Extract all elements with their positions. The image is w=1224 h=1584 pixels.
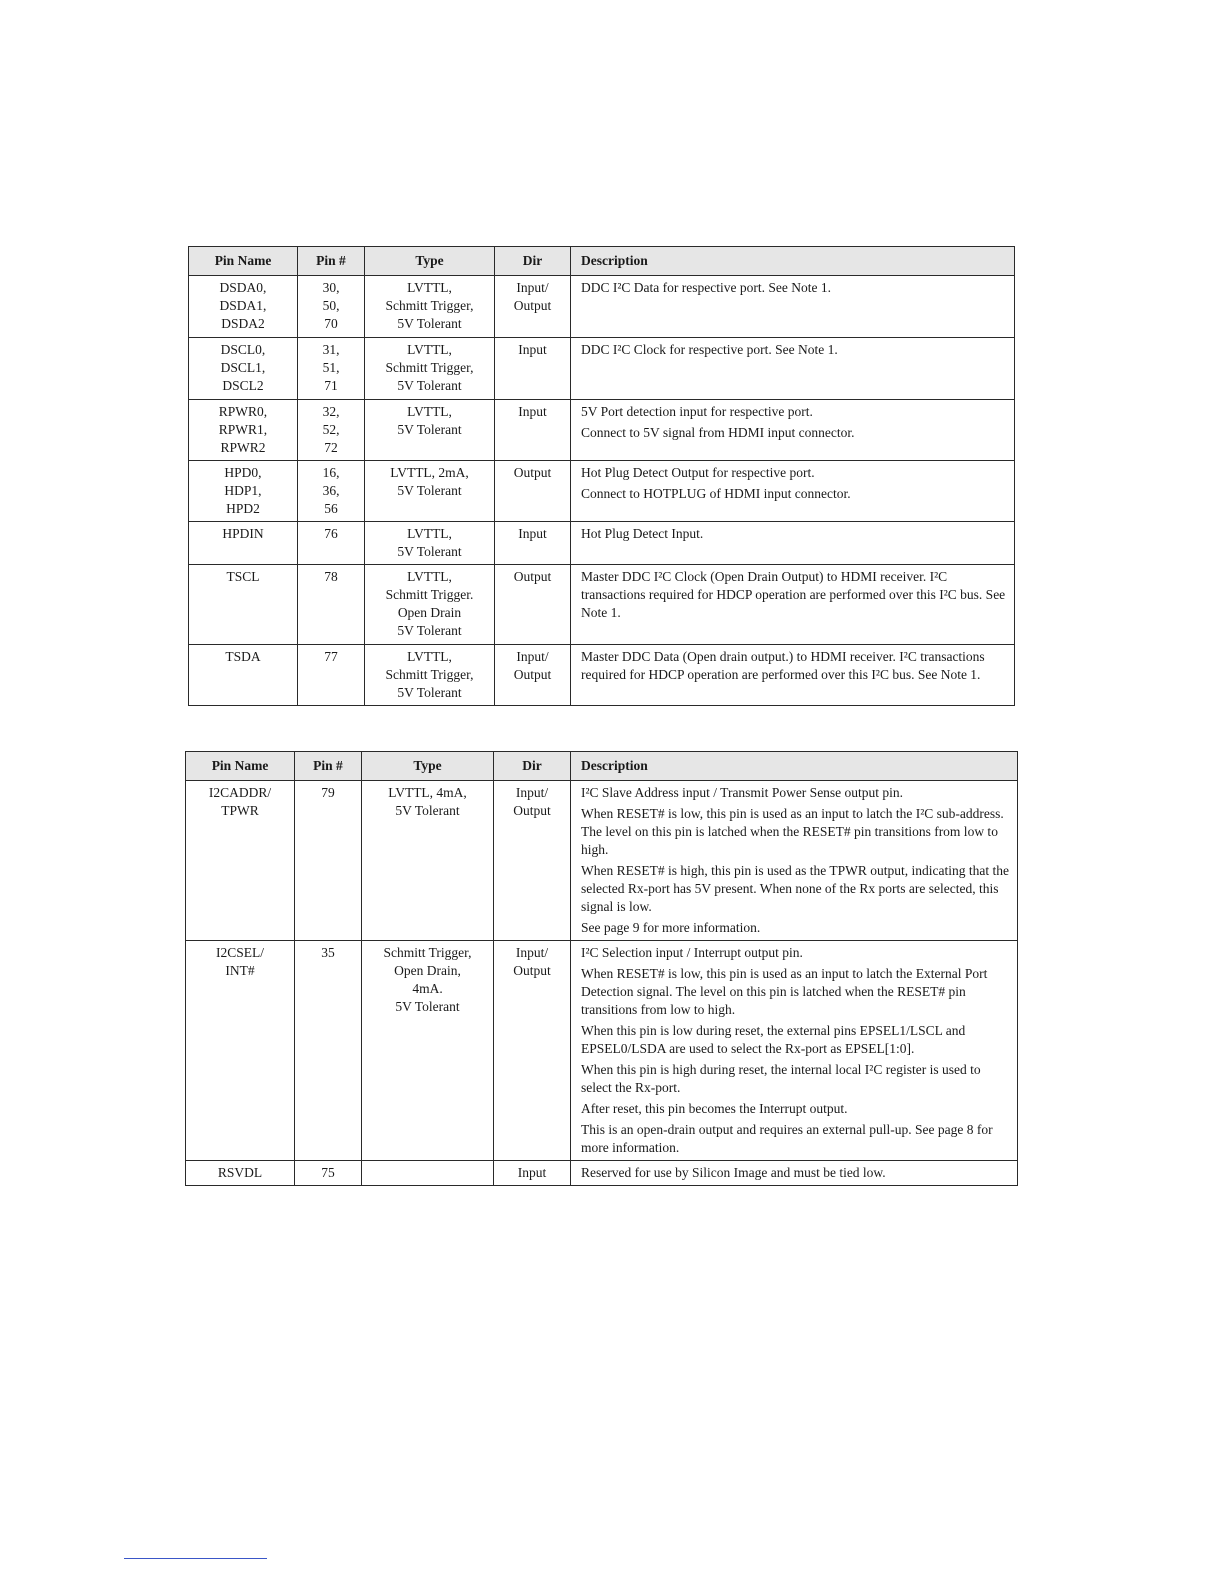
cell-line: DSCL1,	[220, 360, 266, 375]
description-paragraph: When RESET# is high, this pin is used as the TPWR output, indicating that the selected Rx-port has 5V present. When none of the Rx ports are selected, this signal is low.	[581, 863, 1009, 914]
description-paragraph: See page 9 for more information.	[581, 920, 761, 935]
pin-number-cell	[298, 461, 365, 522]
pin-number-cell	[298, 645, 365, 706]
table-row	[189, 461, 1015, 522]
header-dir: Dir	[494, 752, 571, 781]
cell-line: Schmitt Trigger,	[385, 360, 474, 375]
pin-name-cell	[189, 338, 298, 400]
pin-description-cell	[571, 522, 1015, 565]
header-type: Type	[362, 752, 494, 781]
cell-line: Schmitt Trigger,	[383, 945, 472, 960]
pin-table-2	[185, 751, 1018, 1186]
cell-line: 30,	[322, 280, 340, 295]
pin-name-cell	[186, 1161, 295, 1186]
cell-line: 5V Tolerant	[397, 316, 462, 331]
cell-line: LVTTL,	[407, 280, 452, 295]
cell-line: 79	[321, 785, 335, 800]
cell-line: TPWR	[221, 803, 259, 818]
pin-type-cell	[365, 565, 495, 645]
cell-line: DSCL2	[222, 378, 264, 393]
cell-line: HDP1,	[224, 483, 262, 498]
description-paragraph: Master DDC I²C Clock (Open Drain Output) to HDMI receiver. I²C transactions required for HDCP operation are performed over this I²C bus. See Note 1.	[581, 569, 1006, 620]
header-pin-num: Pin #	[295, 752, 362, 781]
description-paragraph: Connect to 5V signal from HDMI input connector.	[581, 425, 855, 440]
pin-name-cell	[186, 781, 295, 941]
pin-description-cell	[571, 400, 1015, 461]
pin-type-cell	[365, 645, 495, 706]
pin-description-cell	[571, 941, 1018, 1161]
cell-line: HPD2	[226, 501, 260, 516]
cell-line: 32,	[322, 404, 340, 419]
table-row	[189, 645, 1015, 706]
cell-line: Input	[517, 1165, 547, 1180]
cell-line: 35	[321, 945, 335, 960]
pin-description-cell	[571, 461, 1015, 522]
header-description: Description	[571, 752, 1018, 781]
pin-dir-cell	[494, 1161, 571, 1186]
pin-dir-cell	[495, 338, 571, 400]
pin-description-cell	[571, 781, 1018, 941]
cell-line: RPWR2	[220, 440, 266, 455]
pin-type-cell	[362, 941, 494, 1161]
cell-line: Output	[513, 465, 552, 480]
description-paragraph: When RESET# is low, this pin is used as an input to latch the External Port Detection signal. The level on this pin is latched when the RESET# pin transitions from low to high.	[581, 966, 988, 1017]
pin-description-cell	[571, 565, 1015, 645]
description-paragraph: I²C Slave Address input / Transmit Power Sense output pin.	[581, 785, 904, 800]
cell-line: 4mA.	[412, 981, 443, 996]
footnote-rule	[124, 1558, 267, 1559]
pin-number-cell	[298, 400, 365, 461]
cell-line: 56	[324, 501, 338, 516]
cell-line: DSCL0,	[220, 342, 266, 357]
cell-line: TSDA	[225, 649, 261, 664]
pin-type-cell	[365, 461, 495, 522]
pin-type-cell	[365, 522, 495, 565]
description-paragraph: Hot Plug Detect Input.	[581, 526, 704, 541]
table-row	[186, 1161, 1018, 1186]
table-row	[189, 400, 1015, 461]
cell-line: LVTTL, 2mA,	[390, 465, 469, 480]
cell-line: Output	[513, 569, 552, 584]
cell-line: LVTTL,	[407, 404, 452, 419]
cell-line: 31,	[322, 342, 340, 357]
pin-name-cell	[189, 565, 298, 645]
cell-line: LVTTL,	[407, 342, 452, 357]
cell-line: 71	[324, 378, 338, 393]
description-paragraph: Connect to HOTPLUG of HDMI input connector.	[581, 486, 851, 501]
cell-line: Output	[513, 298, 552, 313]
pin-dir-cell	[495, 400, 571, 461]
description-paragraph: DDC I²C Clock for respective port. See Note 1.	[581, 342, 838, 357]
cell-line: 72	[324, 440, 338, 455]
description-paragraph: 5V Port detection input for respective port.	[581, 404, 813, 419]
pin-type-cell	[365, 338, 495, 400]
cell-line: Input/	[515, 785, 549, 800]
pin-dir-cell	[495, 276, 571, 338]
cell-line: 36,	[322, 483, 340, 498]
table-row	[186, 781, 1018, 941]
cell-line: Schmitt Trigger,	[385, 667, 474, 682]
pin-number-cell	[298, 565, 365, 645]
description-paragraph: DDC I²C Data for respective port. See Note 1.	[581, 280, 831, 295]
description-paragraph: I²C Selection input / Interrupt output pin.	[581, 945, 803, 960]
pin-type-cell	[362, 1161, 494, 1186]
cell-line: INT#	[225, 963, 255, 978]
pin-name-cell	[189, 645, 298, 706]
description-paragraph: This is an open-drain output and requires an external pull-up. See page 8 for more information.	[581, 1122, 993, 1155]
cell-line: 52,	[322, 422, 340, 437]
cell-line: Open Drain,	[394, 963, 461, 978]
cell-line: 70	[324, 316, 338, 331]
pin-dir-cell	[494, 781, 571, 941]
header-dir: Dir	[495, 247, 571, 276]
pin-type-cell	[362, 781, 494, 941]
cell-line: TSCL	[226, 569, 260, 584]
pin-description-cell	[571, 276, 1015, 338]
cell-line: 76	[324, 526, 338, 541]
cell-line: LVTTL,	[407, 569, 452, 584]
pin-dir-cell	[495, 461, 571, 522]
pin-description-cell	[571, 1161, 1018, 1186]
table-row	[189, 522, 1015, 565]
cell-line: I2CADDR/	[208, 785, 272, 800]
header-description: Description	[571, 247, 1015, 276]
pin-name-cell	[189, 461, 298, 522]
cell-line: 16,	[322, 465, 340, 480]
pin-dir-cell	[495, 565, 571, 645]
pin-name-cell	[189, 522, 298, 565]
cell-line: LVTTL,	[407, 649, 452, 664]
table-header-row	[186, 752, 1018, 781]
table-row	[189, 338, 1015, 400]
cell-line: Input/	[516, 649, 549, 664]
cell-line: Open Drain	[397, 605, 462, 620]
cell-line: RSVDL	[217, 1165, 263, 1180]
header-pin-name: Pin Name	[189, 247, 298, 276]
pin-dir-cell	[495, 522, 571, 565]
pin-number-cell	[298, 276, 365, 338]
cell-line: Output	[513, 803, 551, 818]
pin-description-cell	[571, 338, 1015, 400]
pin-number-cell	[298, 338, 365, 400]
cell-line: RPWR0,	[218, 404, 268, 419]
description-paragraph: When this pin is low during reset, the external pins EPSEL1/LSCL and EPSEL0/LSDA are used to select the Rx-port as EPSEL[1:0].	[581, 1023, 966, 1056]
cell-line: Output	[513, 963, 551, 978]
description-paragraph: Reserved for use by Silicon Image and must be tied low.	[581, 1165, 886, 1180]
cell-line: Schmitt Trigger,	[385, 298, 474, 313]
description-paragraph: Hot Plug Detect Output for respective port.	[581, 465, 815, 480]
pin-name-cell	[186, 941, 295, 1161]
pin-dir-cell	[494, 941, 571, 1161]
pin-name-cell	[189, 276, 298, 338]
description-paragraph: When this pin is high during reset, the internal local I²C register is used to select the Rx-port.	[581, 1062, 981, 1095]
cell-line: Input/	[516, 280, 549, 295]
cell-line: 51,	[322, 360, 340, 375]
pin-number-cell	[295, 941, 362, 1161]
cell-line: LVTTL,	[407, 526, 452, 541]
description-paragraph: When RESET# is low, this pin is used as an input to latch the I²C sub-address. The level on this pin is latched when the RESET# pin transitions from low to high.	[581, 806, 1004, 857]
cell-line: RPWR1,	[218, 422, 268, 437]
cell-line: 5V Tolerant	[397, 685, 462, 700]
header-pin-num: Pin #	[298, 247, 365, 276]
header-type: Type	[365, 247, 495, 276]
pin-number-cell	[295, 1161, 362, 1186]
cell-line: 50,	[322, 298, 340, 313]
cell-line: Input	[518, 404, 547, 419]
cell-line: Input	[518, 342, 547, 357]
cell-line: 5V Tolerant	[395, 803, 460, 818]
cell-line: HPD0,	[224, 465, 262, 480]
cell-line: 5V Tolerant	[395, 999, 460, 1014]
table-row	[189, 276, 1015, 338]
cell-line: Output	[513, 667, 552, 682]
description-paragraph: Master DDC Data (Open drain output.) to HDMI receiver. I²C transactions required for HDCP operation are performed over this I²C bus. See Note 1.	[581, 649, 985, 682]
cell-line: Input/	[515, 945, 549, 960]
cell-line: 5V Tolerant	[397, 483, 462, 498]
pin-number-cell	[295, 781, 362, 941]
cell-line: 5V Tolerant	[397, 422, 462, 437]
pin-type-cell	[365, 276, 495, 338]
header-pin-name: Pin Name	[186, 752, 295, 781]
table-row	[186, 941, 1018, 1161]
cell-line: I2CSEL/	[215, 945, 264, 960]
cell-line: Schmitt Trigger.	[385, 587, 474, 602]
pin-name-cell	[189, 400, 298, 461]
cell-line: 5V Tolerant	[397, 544, 462, 559]
cell-line: 78	[324, 569, 338, 584]
cell-line: 5V Tolerant	[397, 623, 462, 638]
cell-line: Input	[518, 526, 547, 541]
cell-line: LVTTL, 4mA,	[388, 785, 467, 800]
cell-line: DSDA1,	[219, 298, 267, 313]
pin-type-cell	[365, 400, 495, 461]
description-paragraph: After reset, this pin becomes the Interrupt output.	[581, 1101, 848, 1116]
table-row	[189, 565, 1015, 645]
table-header-row	[189, 247, 1015, 276]
cell-line: HPDIN	[222, 526, 264, 541]
pin-description-cell	[571, 645, 1015, 706]
cell-line: 5V Tolerant	[397, 378, 462, 393]
cell-line: 75	[321, 1165, 335, 1180]
cell-line: DSDA0,	[219, 280, 267, 295]
pin-table-1	[188, 246, 1015, 706]
cell-line: DSDA2	[221, 316, 265, 331]
cell-line: 77	[324, 649, 338, 664]
pin-number-cell	[298, 522, 365, 565]
pin-dir-cell	[495, 645, 571, 706]
